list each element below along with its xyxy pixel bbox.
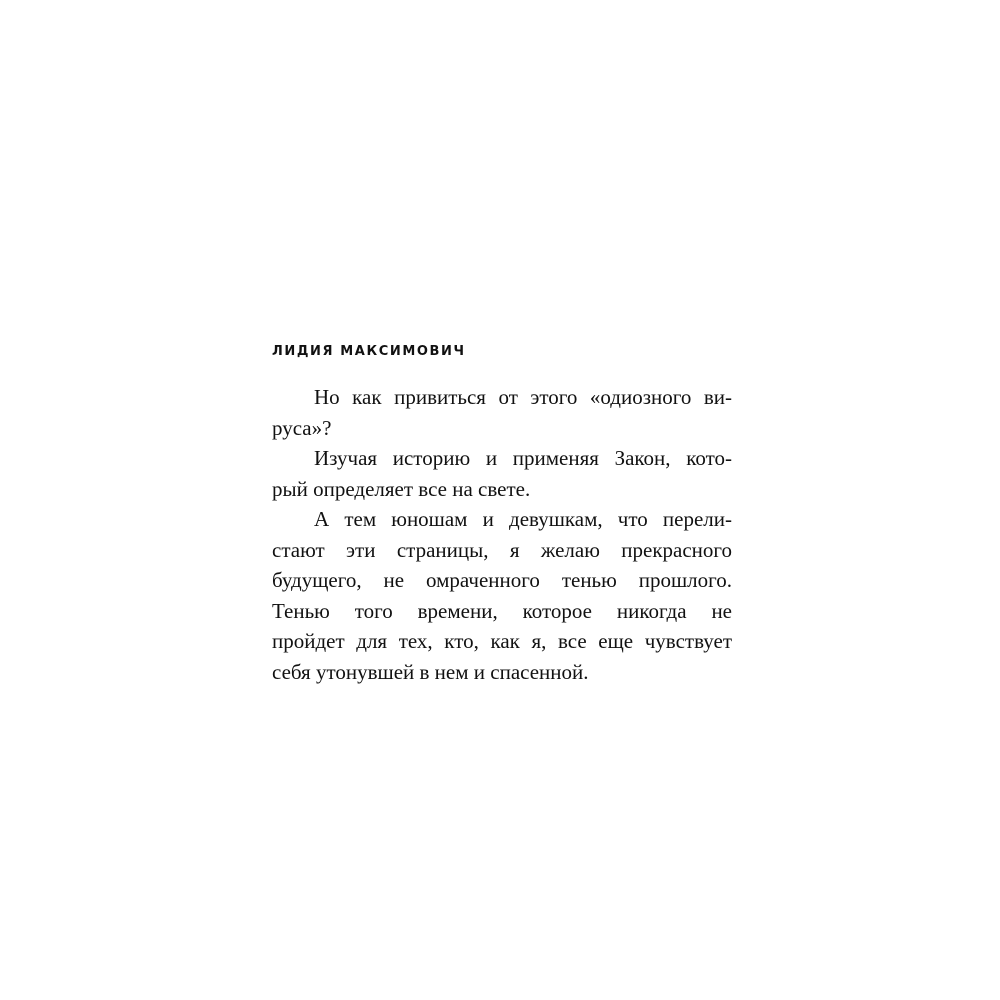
body-text: [272, 382, 732, 687]
text-line: Изучая историю и применяя Закон, кото-: [314, 446, 732, 470]
text-line: пройдет для тех, кто, как я, все еще чувствует: [272, 629, 732, 653]
text-line: руса»?: [272, 415, 332, 440]
text-line: будущего, не омраченного тенью прошлого.: [272, 568, 732, 592]
text-line: рый определяет все на свете.: [272, 476, 531, 501]
text-line: себя утонувшей в нем и спасенной.: [272, 659, 589, 684]
running-head-author: ЛИДИЯ МАКСИМОВИЧ: [272, 344, 466, 359]
text-line: А тем юношам и девушкам, что перели-: [314, 507, 732, 531]
text-line: Но как привиться от этого «одиозного ви-: [314, 385, 732, 409]
text-line: стают эти страницы, я желаю прекрасного: [272, 537, 732, 562]
text-line: Тенью того времени, которое никогда не: [272, 598, 732, 623]
